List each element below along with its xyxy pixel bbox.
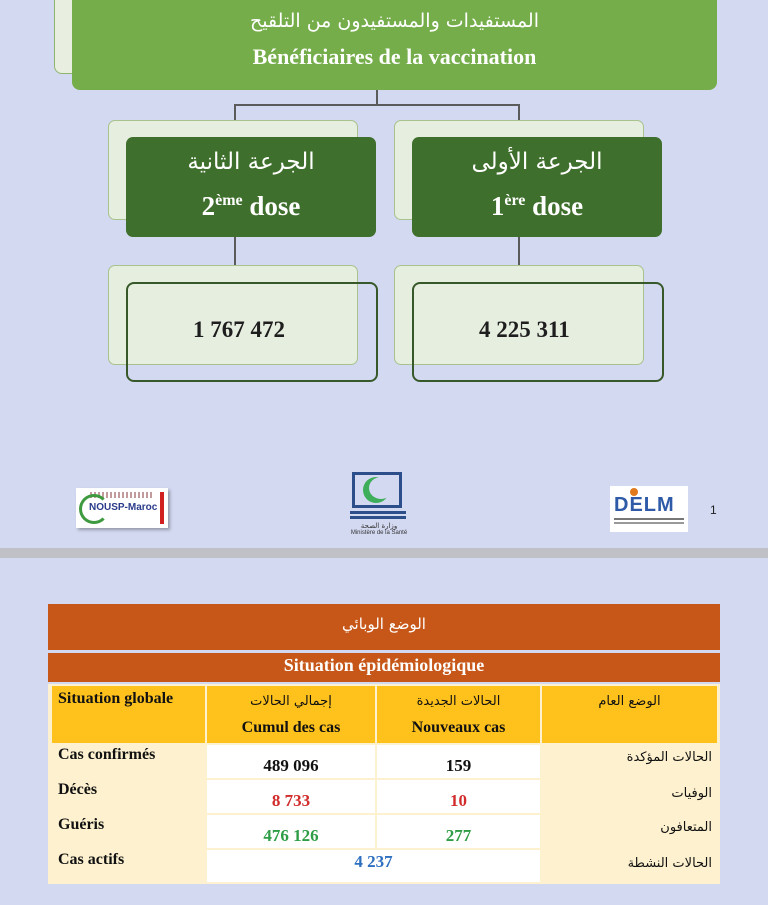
cell-new-confirmes: 159 [377,745,540,778]
cell-new-deces: 10 [377,780,540,813]
situation-title-french: Situation épidémiologique [48,650,720,682]
row-label-deces-arabic: الوفيات [671,786,712,801]
title-arabic: المستفيدات والمستفيدون من التلقيح [249,10,540,32]
cell-cumul-actifs: 4 237 [207,850,540,882]
header-nouveaux: الحالات الجديدة Nouveaux cas [377,686,540,743]
dose2-box [126,137,376,237]
dose1-value: 4 225 311 [479,317,570,342]
page-number: 1 [710,503,717,517]
dose2-value: 1 767 472 [193,317,285,342]
connector-line [518,236,520,266]
header-situation-globale: Situation globale [52,686,205,743]
dose2-label-arabic: الجرعة الثانية [187,149,315,175]
row-label-actifs-arabic: الحالات النشطة [627,856,712,871]
dose2-label-french: 2ème dose [201,191,301,221]
connector-line [234,104,519,106]
row-label-gueris: Guéris [58,816,105,833]
row-label-actifs: Cas actifs [58,851,125,868]
row-label-confirmes-arabic: الحالات المؤكدة [626,750,712,765]
crescent-icon [363,477,389,503]
slide-epidemiology [0,558,768,905]
header-cumul: إجمالي الحالات Cumul des cas [207,686,375,743]
delm-logo: DELM [610,486,688,532]
dose1-label-arabic: الجرعة الأولى [471,149,603,175]
cell-cumul-confirmes: 489 096 [207,745,375,778]
cell-cumul-deces: 8 733 [207,780,375,813]
vaccination-title-box [72,0,717,90]
connector-line [234,236,236,266]
row-label-confirmes: Cas confirmés [58,746,156,763]
situation-table [48,684,720,884]
cell-new-gueris: 277 [377,815,540,848]
situation-title-arabic: الوضع الوبائي [48,604,720,650]
title-french: Bénéficiaires de la vaccination [252,44,537,69]
row-label-gueris-arabic: المتعافون [660,820,712,835]
cell-cumul-gueris: 476 126 [207,815,375,848]
header-situation-arabic: الوضع العام [542,686,717,743]
slide-separator [0,548,768,558]
row-label-deces: Décès [58,781,98,798]
dose1-label-french: 1ère dose [490,191,584,221]
dose1-box [412,137,662,237]
ministry-logo: وزارة الصحة Ministère de la Santé [346,470,412,536]
nousp-logo: NOUSP-Maroc [76,488,168,528]
